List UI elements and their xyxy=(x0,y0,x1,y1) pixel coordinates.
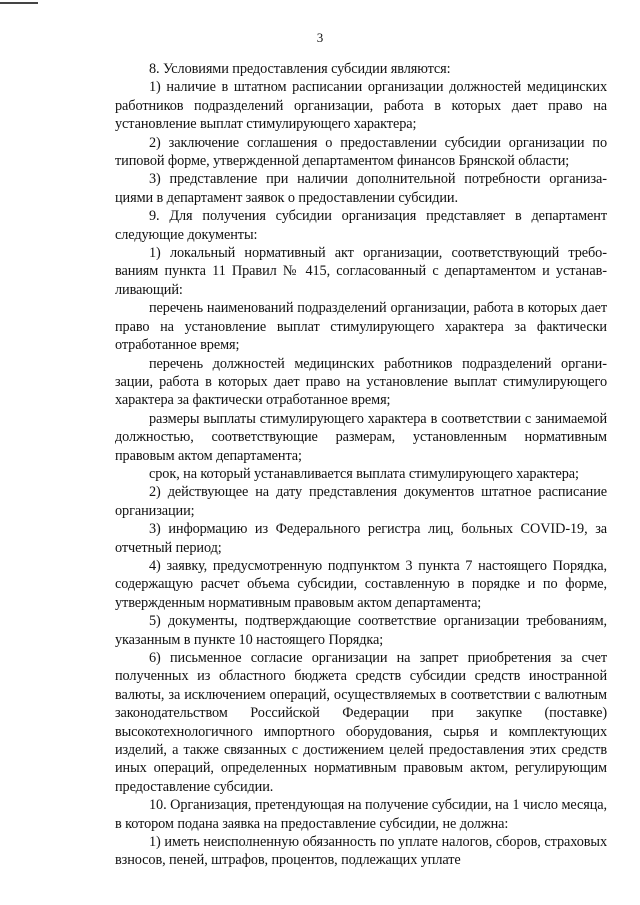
paragraph-9-item-1-subitem: размеры выплаты стимулирующего характера в соответствии с занимаемой должностью, соответствующие размерам, установленным нормативным правовым актом департамента; xyxy=(115,410,607,464)
paragraph-10-item-1: 1) иметь неисполненную обязанность по уплате налогов, сборов, страховых взносов, пеней, штрафов, процентов, подлежащих уплате xyxy=(115,834,607,869)
paragraph-9-item-6: 6) письменное согласие организации на запрет приобретения за счет полученных из областного бюджета средств субсидии средств иностранной валюты, за исключением операций, осуществляемых в соответствии с валютным законодательством Российской Федерации при закупке (поставке) высокотехнологичного импортного оборудования, сырья и комплектующих изделий, а также связанных с достижением целей предоставления этих средств иных операций, определенных нормативным правовым актом, регулирующим предоставление субсидии. xyxy=(115,650,607,795)
paragraph-9-item-1-subitem: перечень наименований подразделений организации, работа в которых дает право на установление выплат стимулирующего характера за фактически отработанное время; xyxy=(115,300,607,354)
paragraph-9-item-2: 2) действующее на дату представления документов штатное расписание организации; xyxy=(115,484,607,519)
paragraph-8-item-3: 3) представление при наличии дополнительной потребности организациями в департамент заявок о предоставлении субсидии. xyxy=(115,171,607,206)
paragraph-9-item-4: 4) заявку, предусмотренную подпунктом 3 пункта 7 настоящего Порядка, содержащую расчет объема субсидии, составленную в порядке и по форме, утвержденным нормативным правовым актом департамента; xyxy=(115,557,607,611)
paragraph-8-heading: 8. Условиями предоставления субсидии являются: xyxy=(149,61,451,77)
paragraph-10-heading: 10. Организация, претендующая на получение субсидии, на 1 число месяца, в котором подана заявка на предоставление субсидии, не должна: xyxy=(115,797,607,832)
paragraph-8-item-2: 2) заключение соглашения о предоставлении субсидии организации по типовой форме, утвержденной департаментом финансов Брянской области; xyxy=(115,134,607,170)
page-number: 3 xyxy=(316,30,324,45)
paragraph-9-item-1-subitem: перечень должностей медицинских работников подразделений организации, работа в которых дает право на установление выплат стимулирующего характера за фактически отработанное время; xyxy=(115,355,607,409)
paragraph-9-heading: 9. Для получения субсидии организация представляет в департамент следующие документы: xyxy=(115,208,607,243)
paragraph-9-item-1-subitem: срок, на который устанавливается выплата стимулирующего характера; xyxy=(149,465,579,482)
document-body xyxy=(115,60,607,870)
scan-edge-mark xyxy=(0,2,38,4)
paragraph-9-item-3: 3) информацию из Федерального регистра лиц, больных COVID-19, за отчетный период; xyxy=(115,521,607,556)
paragraph-9-item-1: 1) локальный нормативный акт организации, соответствующий требованиям пункта 11 Правил № 415, согласованный с департаментом и устанавливающий: xyxy=(115,245,607,298)
paragraph-8-item-1: 1) наличие в штатном расписании организации должностей медицинских работников подразделений организации, работа в которых дает право на установление выплат стимулирующего характера; xyxy=(115,79,607,133)
paragraph-9-item-5: 5) документы, подтверждающие соответствие организации требованиям, указанным в пункте 10 настоящего Порядка; xyxy=(115,613,607,648)
